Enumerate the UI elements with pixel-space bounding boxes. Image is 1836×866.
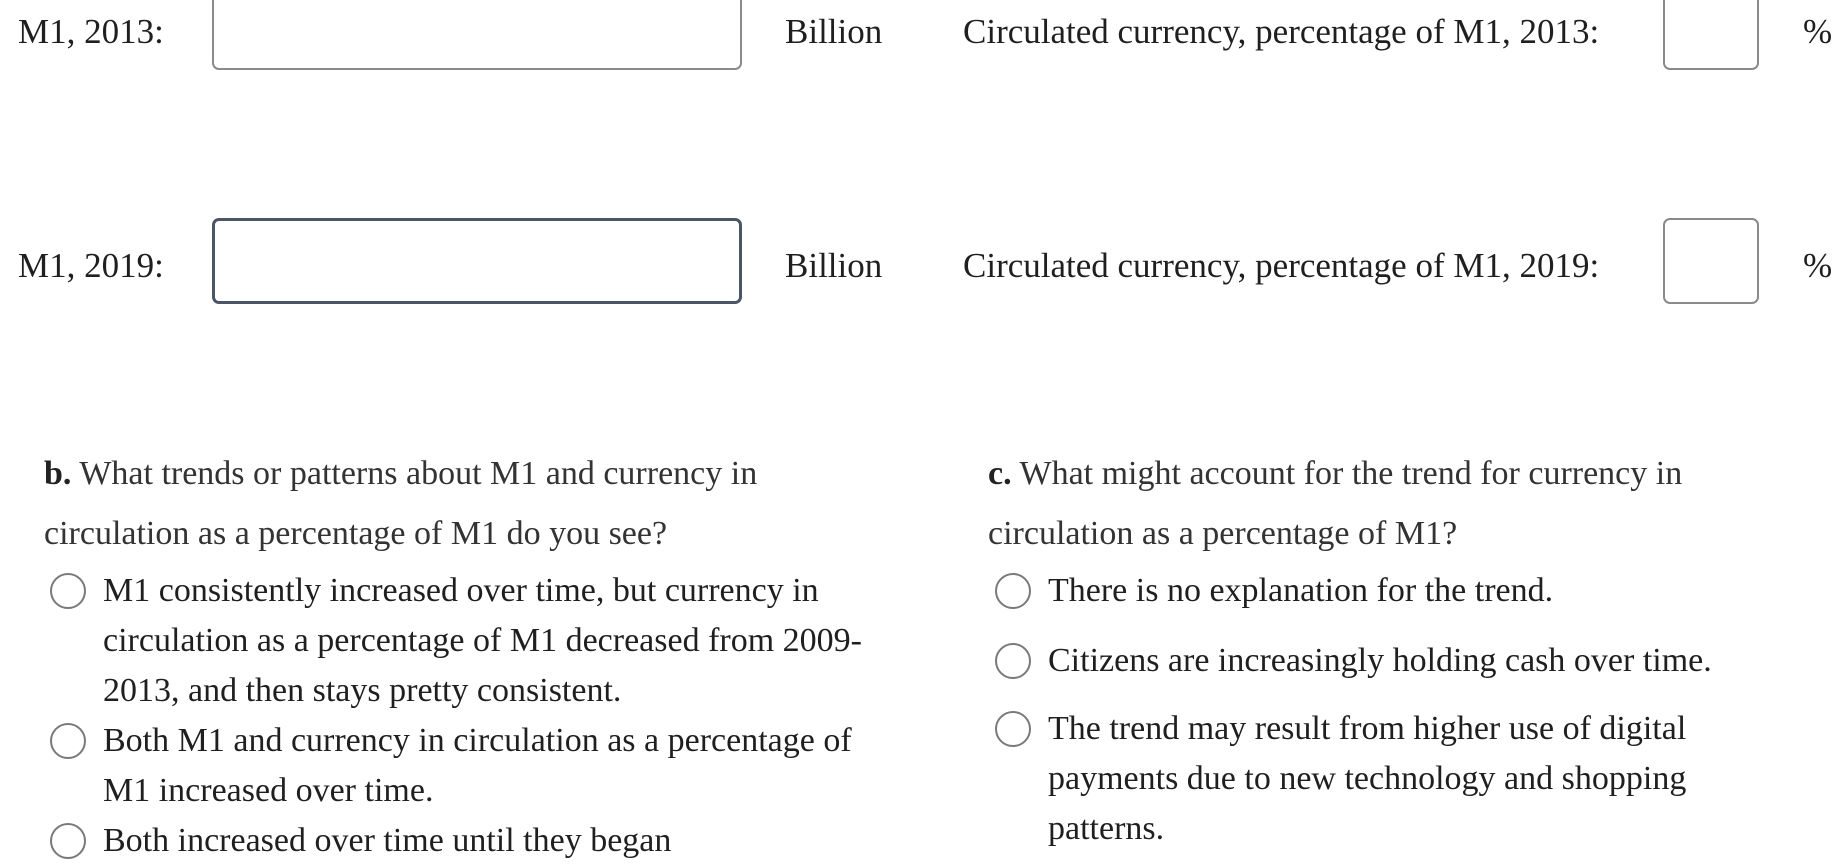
pct-2013-unit: % <box>1803 12 1833 51</box>
question-c-text: What might account for the trend for currency in circulation as a percentage of M1? <box>988 455 1683 552</box>
radio-button[interactable] <box>995 711 1031 747</box>
radio-button[interactable] <box>50 573 86 609</box>
question-b-letter: b. <box>44 455 72 492</box>
option-label: Both increased over time until they began <box>103 822 672 859</box>
option-label: M1 consistently increased over time, but currency in circulation as a percentage of M1 decreased from 2009-2013, and then stays pretty consistent. <box>103 572 862 709</box>
question-c-option-3[interactable] <box>995 704 1715 854</box>
question-b <box>44 444 864 564</box>
question-b-option-3[interactable] <box>50 816 880 866</box>
question-c-option-1[interactable] <box>995 566 1825 616</box>
pct-2019-unit: % <box>1803 246 1833 285</box>
radio-button[interactable] <box>995 573 1031 609</box>
question-c-option-2[interactable] <box>995 636 1825 686</box>
m1-2019-input[interactable] <box>212 218 742 304</box>
radio-button[interactable] <box>50 823 86 859</box>
question-b-option-1[interactable] <box>50 566 880 716</box>
pct-2013-label: Circulated currency, percentage of M1, 2013: <box>963 12 1600 51</box>
pct-2019-label: Circulated currency, percentage of M1, 2019: <box>963 246 1600 285</box>
option-label: There is no explanation for the trend. <box>1048 572 1554 609</box>
radio-button[interactable] <box>50 723 86 759</box>
question-c <box>988 444 1768 564</box>
m1-2013-unit: Billion <box>785 12 883 51</box>
question-b-text: What trends or patterns about M1 and currency in circulation as a percentage of M1 do you see? <box>44 455 758 552</box>
m1-2013-label: M1, 2013: <box>18 12 164 51</box>
m1-2019-label: M1, 2019: <box>18 246 164 285</box>
question-c-letter: c. <box>988 455 1012 492</box>
pct-2013-input[interactable] <box>1663 0 1759 70</box>
option-label: Both M1 and currency in circulation as a percentage of M1 increased over time. <box>103 722 852 809</box>
m1-2013-input[interactable] <box>212 0 742 70</box>
option-label: The trend may result from higher use of digital payments due to new technology and shopping patterns. <box>1048 710 1687 847</box>
question-b-option-2[interactable] <box>50 716 880 816</box>
m1-2019-unit: Billion <box>785 246 883 285</box>
option-label: Citizens are increasingly holding cash over time. <box>1048 642 1712 679</box>
radio-button[interactable] <box>995 643 1031 679</box>
pct-2019-input[interactable] <box>1663 218 1759 304</box>
